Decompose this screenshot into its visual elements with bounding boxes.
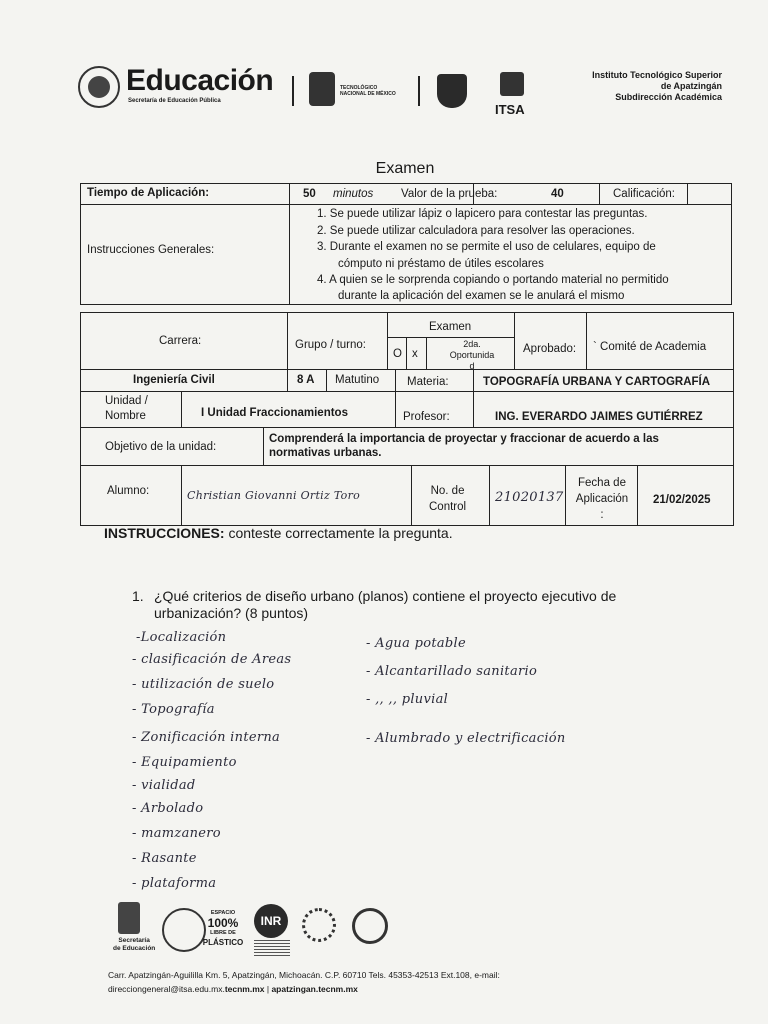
michoacan-shield-logo: [437, 74, 467, 108]
institution-name: Instituto Tecnológico Superior de Apatzingán Subdirección Académica: [592, 70, 722, 102]
profesor-value: ING. EVERARDO JAIMES GUTIÉRREZ: [495, 411, 703, 423]
tiempo-unit: minutos: [333, 188, 374, 200]
header-divider: [418, 76, 420, 106]
itsa-label: ITSA: [495, 102, 525, 117]
aprobado-label: Aprobado:: [523, 343, 577, 355]
valor-label: Valor de la prueba:: [401, 188, 498, 200]
footer-contact: direcciongeneral@itsa.edu.mx.tecnm.mx | apatzingan.tecnm.mx: [108, 984, 358, 994]
no-control-label: No. de Control: [429, 485, 467, 513]
objetivo-value-line-2: normativas urbanas.: [269, 447, 382, 459]
answer-item: - Equipamiento: [132, 755, 237, 770]
unidad-value: I Unidad Fraccionamientos: [201, 407, 348, 419]
exam-type-x-mark: x: [412, 348, 418, 360]
answer-item: - Arbolado: [132, 801, 204, 816]
answer-item: - plataforma: [132, 876, 217, 891]
student-info-table: [80, 312, 734, 526]
sep-footer-label: Secretaría de Educación: [113, 937, 156, 952]
question-line-1: ¿Qué criterios de diseño urbano (planos) contiene el proyecto ejecutivo de: [154, 588, 617, 604]
objetivo-label: Objetivo de la unidad:: [105, 441, 217, 453]
instruction-2: 2. Se puede utilizar calculadora para resolver las operaciones.: [317, 225, 635, 237]
itsa-gear-logo: [500, 72, 524, 96]
carrera-value: Ingeniería Civil: [133, 374, 215, 386]
grupo-value: 8 A: [297, 374, 315, 386]
educacion-title: Educación: [126, 64, 274, 97]
ordinario-o-label: O: [393, 348, 402, 360]
instrucciones-bold: INSTRUCCIONES:: [104, 525, 225, 541]
question-number: 1.: [132, 588, 144, 604]
valor-value: 40: [551, 188, 564, 200]
answer-item: -Localización: [136, 630, 227, 645]
carrera-label: Carrera:: [159, 335, 202, 347]
header-divider: [292, 76, 294, 106]
materia-label: Materia:: [407, 376, 449, 388]
profesor-label: Profesor:: [403, 411, 450, 423]
comite-academia: ` Comité de Academia: [593, 341, 707, 353]
instrucciones-text: conteste correctamente la pregunta.: [224, 525, 453, 541]
inr-certification-logo: INR: [254, 904, 288, 938]
exam-info-table: [80, 183, 732, 305]
answer-item: - utilización de suelo: [132, 677, 275, 692]
instruction-3-cont: cómputo ni préstamo de útiles escolares: [338, 258, 544, 270]
answer-item: - vialidad: [132, 778, 196, 793]
alumno-label: Alumno:: [107, 485, 150, 497]
calificacion-label: Calificación:: [613, 188, 675, 200]
unidad-nombre-label: Unidad / Nombre: [105, 395, 148, 422]
answer-item: - ,, ,, pluvial: [366, 692, 449, 707]
instruction-3: 3. Durante el examen no se permite el uso de celulares, equipo de: [317, 241, 656, 253]
answer-item: - Alcantarillado sanitario: [366, 664, 538, 679]
answer-item: - Topografía: [132, 702, 215, 717]
fecha-aplicacion-label: Fecha de Aplicación :: [575, 477, 629, 521]
tiempo-value: 50: [303, 188, 316, 200]
tecnm-text: TECNOLÓGICO NACIONAL DE MÉXICO: [340, 85, 396, 97]
sep-seal-logo: [78, 66, 120, 108]
fecha-value: 21/02/2025: [653, 494, 711, 506]
grupo-turno-label: Grupo / turno:: [295, 339, 366, 351]
answer-item: - clasificación de Areas: [132, 652, 292, 667]
instrucciones-line: [104, 525, 453, 541]
instruction-4-cont: durante la aplicación del examen se le anulará el mismo: [338, 290, 625, 302]
answer-item: - Alumbrado y electrificación: [366, 731, 566, 746]
no-control-handwritten: 21020137: [495, 490, 564, 505]
answer-item: - mamzanero: [132, 826, 221, 841]
instruction-4: 4. A quien se le sorprenda copiando o portando material no permitido: [317, 274, 669, 286]
tecnm-link[interactable]: tecnm.mx: [224, 984, 265, 994]
iso-certifications: [254, 940, 290, 958]
exam-title: Examen: [375, 160, 435, 177]
footer-address: Carr. Apatzingán-Aguililla Km. 5, Apatzingán, Michoacán. C.P. 60710 Tels. 45353-42513 Ext.108, e-mail:: [108, 970, 500, 980]
certification-seal-1: [302, 908, 336, 942]
question-line-2: urbanización? (8 puntos): [154, 605, 309, 621]
instruction-1: 1. Se puede utilizar lápiz o lapicero para contestar las preguntas.: [317, 208, 648, 220]
certification-seal-2: [352, 908, 388, 944]
educacion-subtitle: Secretaría de Educación Pública: [128, 98, 221, 104]
examen-header: Examen: [429, 321, 472, 333]
tecnm-logo: [309, 72, 335, 106]
objetivo-value-line-1: Comprenderá la importancia de proyectar y fraccionar de acuerdo a las: [269, 433, 659, 445]
sep-footer-logo: [118, 902, 140, 934]
espacio-libre-plastico-badge: ESPACIO 100% LIBRE DE PLÁSTICO: [202, 910, 244, 947]
alumno-handwritten-name: Christian Giovanni Ortiz Toro: [187, 489, 361, 502]
instrucciones-generales-label: Instrucciones Generales:: [87, 244, 215, 256]
apatzingan-link[interactable]: apatzingan.tecnm.mx: [271, 984, 358, 994]
segunda-oportunidad-label: 2da. Oportunida d: [449, 339, 495, 371]
materia-value: TOPOGRAFÍA URBANA Y CARTOGRAFÍA: [483, 376, 711, 388]
answer-item: - Zonificación interna: [132, 730, 281, 745]
tiempo-label: Tiempo de Aplicación:: [87, 187, 210, 199]
answer-item: - Agua potable: [366, 636, 466, 651]
answer-item: - Rasante: [132, 851, 197, 866]
turno-value: Matutino: [335, 374, 380, 386]
